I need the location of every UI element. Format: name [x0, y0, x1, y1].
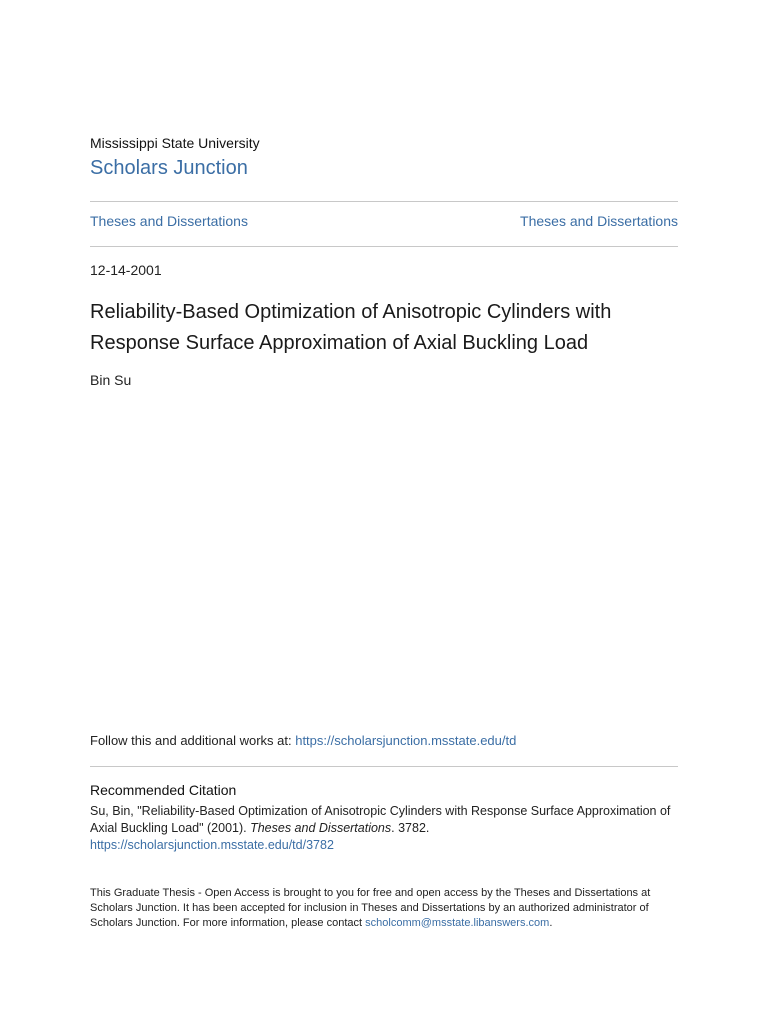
author-name: Bin Su: [90, 372, 132, 388]
document-title: Reliability-Based Optimization of Anisotropic Cylinders with Response Surface Approximation of Axial Buckling Load: [90, 301, 612, 354]
divider-middle: [90, 246, 678, 247]
collection-links: [90, 213, 678, 229]
collection-link-right[interactable]: Theses and Dissertations: [520, 213, 678, 229]
follow-label: Follow this and additional works at:: [90, 733, 296, 748]
cover-page: [90, 0, 678, 1024]
citation-number: . 3782.: [391, 821, 430, 835]
follow-line: [90, 733, 516, 748]
publication-date: 12-14-2001: [90, 262, 162, 278]
recommended-citation-heading: Recommended Citation: [90, 782, 237, 798]
citation-text: Su, Bin, "Reliability-Based Optimization of Anisotropic Cylinders with Response Surface Approximation of Axial Buckling Load" (2001).: [90, 804, 671, 835]
collection-link-left[interactable]: Theses and Dissertations: [90, 213, 248, 229]
repository-link[interactable]: Scholars Junction: [90, 157, 248, 179]
notice-end: .: [549, 917, 553, 929]
divider-bottom: [90, 766, 678, 767]
institution-name: Mississippi State University: [90, 135, 260, 151]
notice-text: This Graduate Thesis - Open Access is brought to you for free and open access by the Theses and Dissertations at Scholars Junction. It has been accepted for inclusion in Theses and Dissertations by an authorized administrator of Scholars Junction. For more information, please contact: [90, 887, 651, 929]
citation-url-link[interactable]: https://scholarsjunction.msstate.edu/td/3782: [90, 838, 334, 852]
citation-block: [90, 803, 678, 854]
citation-series: Theses and Dissertations: [250, 821, 392, 835]
divider-top: [90, 201, 678, 202]
follow-url-link[interactable]: https://scholarsjunction.msstate.edu/td: [295, 733, 517, 748]
access-notice: [90, 886, 678, 931]
contact-email-link[interactable]: scholcomm@msstate.libanswers.com: [365, 917, 550, 929]
